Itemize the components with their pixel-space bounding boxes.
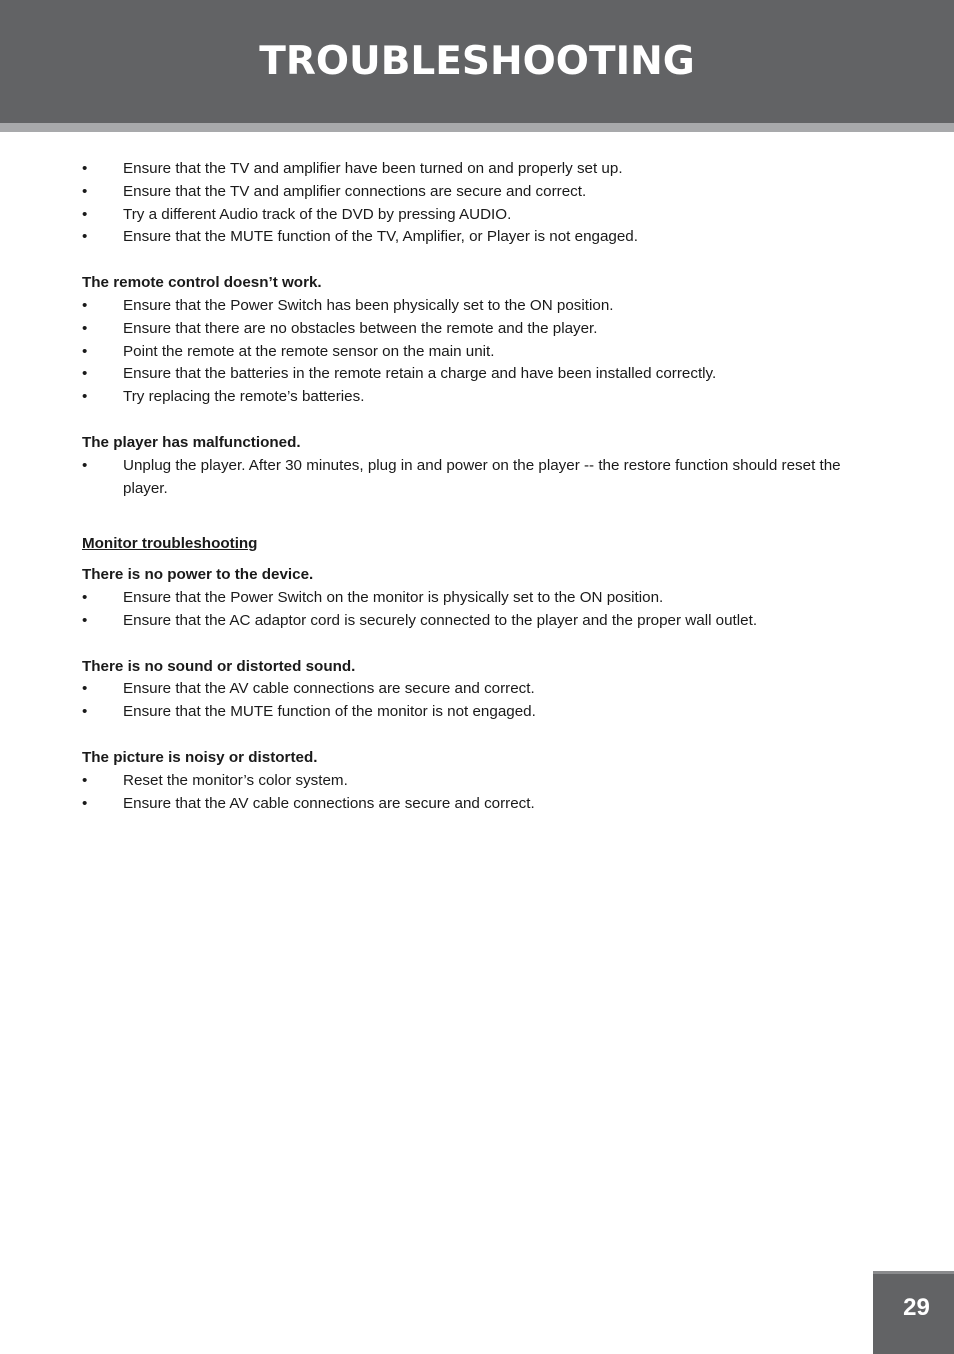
list-item-text: Try a different Audio track of the DVD by pressing AUDIO. bbox=[123, 205, 512, 223]
bullet: • bbox=[82, 771, 88, 789]
bullet: • bbox=[82, 160, 88, 177]
list-item bbox=[82, 793, 882, 816]
bullet: • bbox=[82, 680, 88, 698]
list-item-text: Ensure that the batteries in the remote retain a charge and have been installed correctly. bbox=[123, 365, 717, 383]
bullet: • bbox=[82, 228, 88, 246]
monitor-section-heading: Monitor troubleshooting bbox=[82, 535, 258, 553]
picture-list bbox=[82, 770, 882, 816]
bullet: • bbox=[82, 388, 88, 406]
list-item-text: Ensure that the AV cable connections are secure and correct. bbox=[123, 680, 535, 698]
list-item bbox=[82, 587, 882, 610]
list-item bbox=[82, 363, 882, 386]
page-number-tab-edge bbox=[873, 1271, 954, 1274]
bullet: • bbox=[82, 703, 88, 721]
list-item bbox=[82, 610, 882, 633]
remote-list bbox=[82, 295, 882, 409]
no-sound-list bbox=[82, 678, 882, 724]
header-stripe bbox=[0, 123, 954, 132]
malfunction-heading: The player has malfunctioned. bbox=[82, 433, 301, 451]
no-power-heading: There is no power to the device. bbox=[82, 566, 314, 584]
list-item bbox=[82, 158, 882, 181]
list-item-text: Ensure that there are no obstacles between the remote and the player. bbox=[123, 319, 598, 337]
bullet: • bbox=[82, 342, 88, 360]
page-title: TROUBLESHOOTING bbox=[259, 39, 695, 84]
bullet: • bbox=[82, 611, 88, 629]
page-number: 29 bbox=[903, 1294, 930, 1321]
bullet: • bbox=[82, 319, 88, 337]
list-item-text: Reset the monitor’s color system. bbox=[123, 771, 348, 789]
list-item bbox=[82, 181, 882, 204]
list-item bbox=[82, 770, 882, 793]
remote-heading: The remote control doesn’t work. bbox=[82, 274, 322, 292]
content-body bbox=[82, 158, 882, 815]
list-item bbox=[82, 295, 882, 318]
no-sound-heading: There is no sound or distorted sound. bbox=[82, 657, 356, 675]
list-item-text: Ensure that the AV cable connections are secure and correct. bbox=[123, 794, 535, 812]
list-item bbox=[82, 226, 882, 249]
list-item-text: Ensure that the Power Switch has been physically set to the ON position. bbox=[123, 296, 614, 314]
list-item-text: Ensure that the TV and amplifier connections are secure and correct. bbox=[123, 182, 587, 200]
list-item-text: Point the remote at the remote sensor on the main unit. bbox=[123, 342, 495, 360]
bullet: • bbox=[82, 794, 88, 812]
malfunction-list bbox=[82, 455, 882, 501]
list-item bbox=[82, 701, 882, 724]
list-item bbox=[82, 678, 882, 701]
list-item bbox=[82, 318, 882, 341]
list-item bbox=[82, 455, 882, 501]
list-item-text: Try replacing the remote’s batteries. bbox=[123, 388, 365, 406]
list-item-text: Ensure that the MUTE function of the TV, Amplifier, or Player is not engaged. bbox=[123, 228, 638, 246]
list-item-text: Unplug the player. After 30 minutes, plug in and power on the player -- the restore function should reset the player. bbox=[123, 456, 841, 497]
list-item-text: Ensure that the MUTE function of the monitor is not engaged. bbox=[123, 703, 536, 721]
bullet: • bbox=[82, 182, 88, 200]
list-item-text: Ensure that the AC adaptor cord is securely connected to the player and the proper wall outlet. bbox=[123, 611, 758, 629]
list-item bbox=[82, 204, 882, 227]
bullet: • bbox=[82, 365, 88, 383]
bullet: • bbox=[82, 296, 88, 314]
bullet: • bbox=[82, 205, 88, 223]
list-item-text: Ensure that the Power Switch on the monitor is physically set to the ON position. bbox=[123, 588, 664, 606]
bullet: • bbox=[82, 588, 88, 606]
list-item bbox=[82, 386, 882, 409]
intro-list bbox=[82, 158, 882, 249]
bullet: • bbox=[82, 456, 88, 474]
list-item-text: Ensure that the TV and amplifier have been turned on and properly set up. bbox=[123, 160, 623, 177]
no-power-list bbox=[82, 587, 882, 633]
list-item bbox=[82, 341, 882, 364]
picture-heading: The picture is noisy or distorted. bbox=[82, 748, 318, 766]
